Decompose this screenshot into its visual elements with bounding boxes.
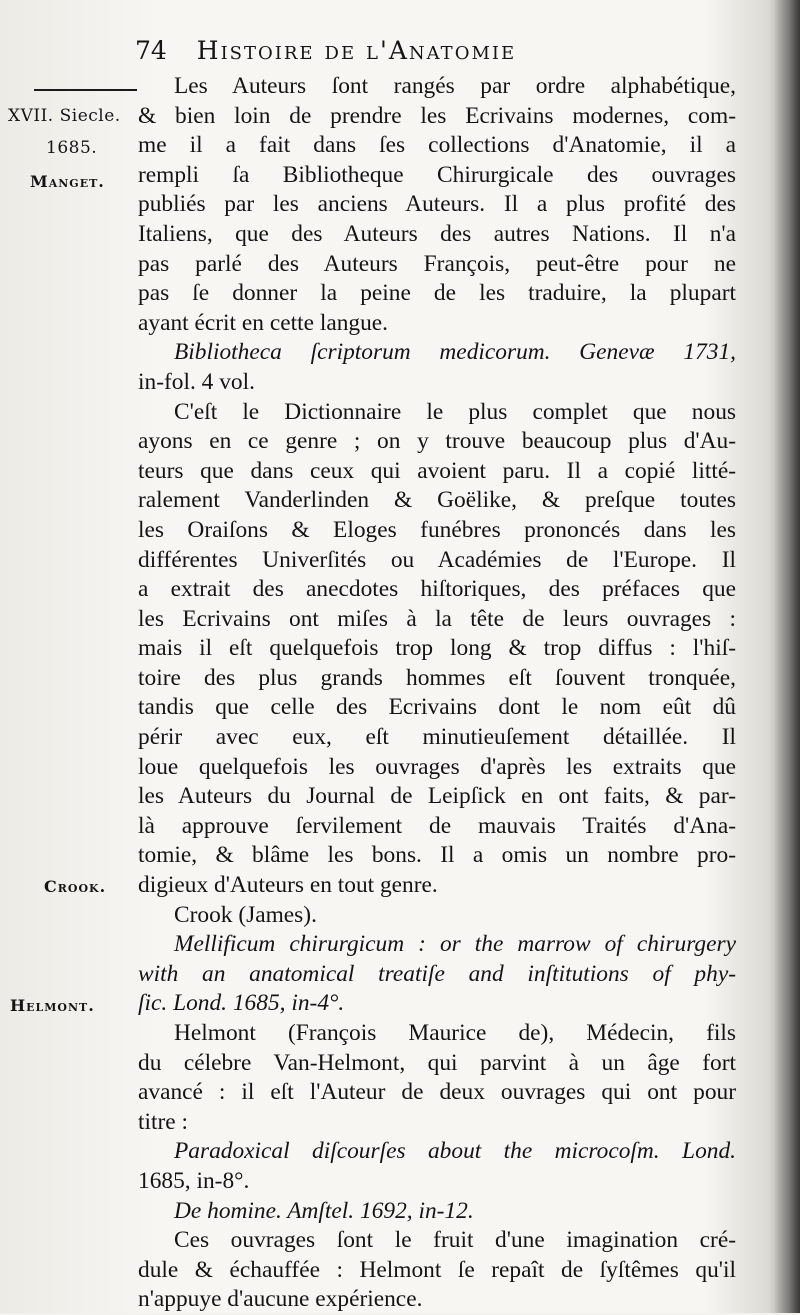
text-line: pas parlé des Auteurs François, peut-être pour ne	[138, 250, 736, 277]
text-line: n'appuye d'aucune expérience.	[138, 1286, 423, 1313]
margin-note-helmont: Helmont.	[10, 996, 95, 1015]
text-line: rempli ſa Bibliotheque Chirurgicale des ouvrages	[138, 161, 736, 188]
text-line: Paradoxical diſcourſes about the microcoſm. Lond.	[174, 1138, 736, 1165]
margin-note-crook: Crook.	[44, 877, 107, 896]
text-line: in-fol. 4 vol.	[138, 368, 255, 395]
text-line: Bibliotheca ſcriptorum medicorum. Genevæ 1731,	[174, 339, 736, 366]
running-title: Histoire de l'Anatomie	[196, 36, 517, 65]
text-line: ſic. Lond. 1685, in-4°.	[138, 990, 345, 1017]
text-line: a extrait des anecdotes hiſtoriques, des préfaces que	[138, 576, 736, 603]
text-line: ralement Vanderlinden & Goëlike, & preſque toutes	[138, 487, 736, 514]
text-line: digieux d'Auteurs en tout genre.	[138, 872, 438, 899]
margin-rule	[34, 89, 137, 91]
text-line: pas ſe donner la peine de les traduire, la plupart	[138, 280, 736, 307]
text-line: loue quelquefois les ouvrages d'après les extraits que	[138, 753, 736, 780]
text-line: Italiens, que des Auteurs des autres Nations. Il n'a	[138, 220, 736, 247]
text-line: les Oraiſons & Eloges funébres prononcés dans les	[138, 516, 736, 543]
text-line: Helmont (François Maurice de), Médecin, fils	[174, 1020, 736, 1046]
margin-note-manget: Manget.	[30, 172, 105, 191]
body-text	[138, 72, 736, 1315]
text-line: with an anatomical treatiſe and inſtitutions of phy-	[138, 960, 736, 987]
text-line: publiés par les anciens Auteurs. Il a plus profité des	[138, 191, 736, 218]
text-line: toire des plus grands hommes eſt ſouvent tronquée,	[138, 664, 736, 691]
text-line: mais il eſt quelquefois trop long & trop diffus : l'hiſ-	[138, 635, 736, 662]
text-line: me il a fait dans ſes collections d'Anatomie, il a	[138, 132, 736, 159]
text-line: tandis que celle des Ecrivains dont le nom eût dû	[138, 694, 736, 721]
text-line: avancé : il eſt l'Auteur de deux ouvrages qui ont pour	[138, 1079, 736, 1106]
text-line: C'eſt le Dictionnaire le plus complet que nous	[174, 398, 736, 425]
text-line: périr avec eux, eſt minutieuſement détaillée. Il	[138, 724, 736, 751]
text-line: Les Auteurs ſont rangés par ordre alphabétique,	[174, 73, 736, 99]
margin-note-century: XVII. Siecle.	[8, 106, 121, 126]
page-number: 74	[135, 36, 167, 65]
text-line: 1685, in-8°.	[138, 1167, 250, 1194]
text-line: Mellificum chirurgicum : or the marrow of chirurgery	[174, 931, 736, 958]
text-line: là approuve ſervilement de mauvais Traités d'Ana-	[138, 812, 736, 839]
text-line: ayons en ce genre ; on y trouve beaucoup plus d'Au-	[138, 428, 736, 455]
text-line: tomie, & blâme les bons. Il a omis un nombre pro-	[138, 842, 736, 869]
text-line: les Ecrivains ont miſes à la tête de leurs ouvrages :	[138, 605, 736, 632]
text-line: les Auteurs du Journal de Leipſick en ont faits, & par-	[138, 783, 736, 810]
text-line: différentes Univerſités ou Académies de l'Europe. Il	[138, 546, 736, 573]
text-line: dule & échauffée : Helmont ſe repaît de ſyſtêmes qu'il	[138, 1256, 736, 1283]
text-line: De homine. Amſtel. 1692, in-12.	[174, 1197, 474, 1224]
text-line: Crook (James).	[174, 901, 317, 928]
text-line: teurs que dans ceux qui avoient paru. Il a copié litté-	[138, 457, 736, 484]
text-line: & bien loin de prendre les Ecrivains modernes, com-	[138, 102, 736, 129]
text-line: Ces ouvrages ſont le fruit d'une imagination cré-	[174, 1227, 736, 1254]
margin-note-year: 1685.	[46, 138, 98, 158]
running-head	[135, 36, 655, 65]
text-line: titre :	[138, 1108, 189, 1135]
text-line: ayant écrit en cette langue.	[138, 309, 389, 336]
page-edge-shadow	[774, 0, 800, 1313]
text-line: du célebre Van-Helmont, qui parvint à un âge fort	[138, 1049, 736, 1076]
